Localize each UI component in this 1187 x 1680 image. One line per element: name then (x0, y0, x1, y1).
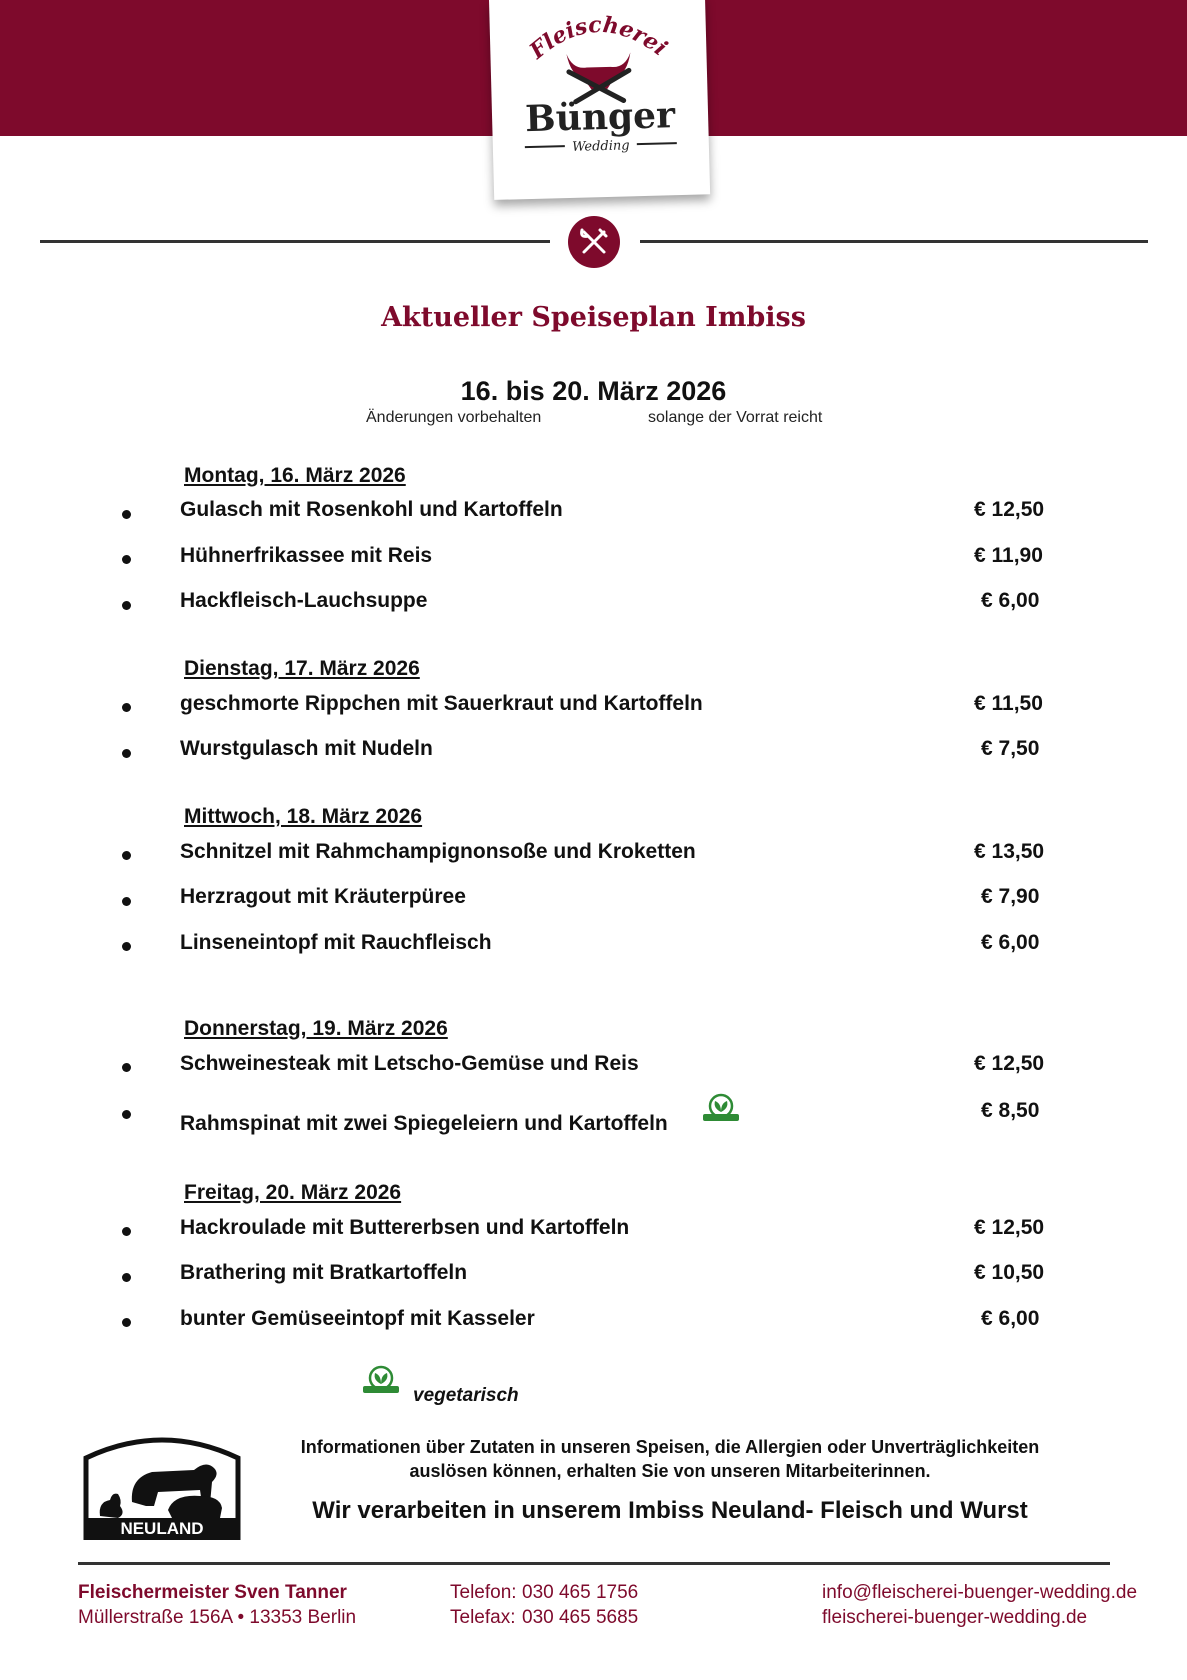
footer-fax: 030 465 5685 (522, 1607, 639, 1628)
dish-price: € 13,50 (974, 840, 1045, 863)
bullet (122, 1110, 131, 1119)
cutlery-icon (568, 216, 620, 268)
dish-name: Schweinesteak mit Letscho-Gemüse und Reis (180, 1052, 639, 1075)
dish-price: € 10,50 (974, 1261, 1045, 1284)
footer-website-link[interactable]: fleischerei-buenger-wedding.de (822, 1607, 1088, 1628)
bullet (122, 1318, 131, 1327)
dish-price: € 11,90 (974, 544, 1043, 567)
dish-price: € 7,50 (981, 737, 1040, 760)
day-heading-monday: Montag, 16. März 2026 (184, 464, 406, 487)
footer-address: Müllerstraße 156A • 13353 Berlin (78, 1607, 357, 1628)
logo-name: Bünger (524, 94, 676, 141)
bullet (122, 1273, 131, 1282)
bullet (122, 942, 131, 951)
dish-price: € 11,50 (974, 692, 1043, 715)
bull-head-icon (566, 52, 631, 90)
dish-name: geschmorte Rippchen mit Sauerkraut und Kartoffeln (180, 692, 703, 715)
footer-divider (78, 1562, 1110, 1565)
logo-graphic (489, 0, 710, 200)
neuland-logo (82, 1430, 242, 1540)
divider-right (640, 240, 1148, 243)
bullet (122, 555, 131, 564)
dish-name: Schnitzel mit Rahmchampignonsoße und Kroketten (180, 840, 696, 863)
footer-email-link[interactable]: info@fleischerei-buenger-wedding.de (822, 1582, 1138, 1603)
day-heading-tuesday: Dienstag, 17. März 2026 (184, 657, 420, 680)
allergy-info-line-2: auslösen können, erhalten Sie von unseren Mitarbeiterinnen. (409, 1461, 931, 1481)
bullet (122, 851, 131, 860)
bullet (122, 749, 131, 758)
day-heading-wednesday: Mittwoch, 18. März 2026 (184, 805, 423, 828)
note-changes: Änderungen vorbehalten (366, 409, 542, 426)
dish-name: Linseneintopf mit Rauchfleisch (180, 931, 492, 954)
bullet (122, 1227, 131, 1236)
neuland-logo-text: NEULAND (120, 1519, 204, 1538)
day-heading-thursday: Donnerstag, 19. März 2026 (184, 1017, 448, 1040)
dish-price: € 12,50 (974, 1216, 1045, 1239)
bullet (122, 601, 131, 610)
dish-price: € 12,50 (974, 498, 1045, 521)
logo-script: Fleischerei (524, 11, 672, 65)
dish-price: € 6,00 (981, 589, 1040, 612)
allergy-info-line-1: Informationen über Zutaten in unseren Speisen, die Allergien oder Unverträglichkeiten (300, 1437, 1040, 1457)
vegetarian-legend-label: vegetarisch (413, 1385, 519, 1406)
cutlery-emblem (568, 216, 620, 268)
dish-name: Hackfleisch-Lauchsuppe (180, 589, 428, 612)
note-stock: solange der Vorrat reicht (648, 409, 823, 426)
divider-left (40, 240, 550, 243)
bullet (122, 897, 131, 906)
logo-tagline: Wedding (571, 138, 630, 155)
neuland-statement: Wir verarbeiten in unserem Imbiss Neuland- Fleisch und Wurst (312, 1497, 1028, 1524)
dish-name: Hackroulade mit Buttererbsen und Kartoffeln (180, 1216, 630, 1239)
vegetarian-legend-icon (362, 1365, 400, 1395)
dish-price: € 12,50 (974, 1052, 1045, 1075)
footer-fax-label: Telefax: (450, 1607, 516, 1628)
week-date-range: 16. bis 20. März 2026 (460, 376, 727, 406)
dish-price: € 6,00 (981, 1307, 1040, 1330)
footer-phone-label: Telefon: (450, 1582, 517, 1603)
dish-name: Rahmspinat mit zwei Spiegeleiern und Kartoffeln (180, 1112, 668, 1135)
footer-owner-name: Fleischermeister Sven Tanner (78, 1582, 347, 1603)
footer-phone: 030 465 1756 (522, 1582, 639, 1603)
dish-name: Wurstgulasch mit Nudeln (180, 737, 433, 760)
menu-title: Aktueller Speiseplan Imbiss (381, 302, 806, 333)
svg-text:Fleischerei (523, 10, 672, 65)
dish-name: Herzragout mit Kräuterpüree (180, 885, 466, 908)
bullet (122, 1063, 131, 1072)
logo-card (489, 0, 710, 200)
dish-price: € 6,00 (981, 931, 1040, 954)
dish-price: € 8,50 (981, 1099, 1040, 1122)
day-heading-friday: Freitag, 20. März 2026 (184, 1181, 402, 1204)
bullet (122, 510, 131, 519)
dish-name: bunter Gemüseeintopf mit Kasseler (180, 1307, 535, 1330)
dish-price: € 7,90 (981, 885, 1040, 908)
dish-name: Hühnerfrikassee mit Reis (180, 544, 433, 567)
dish-name: Brathering mit Bratkartoffeln (180, 1261, 468, 1284)
dish-name: Gulasch mit Rosenkohl und Kartoffeln (180, 498, 563, 521)
vegetarian-icon (702, 1093, 740, 1123)
bullet (122, 703, 131, 712)
